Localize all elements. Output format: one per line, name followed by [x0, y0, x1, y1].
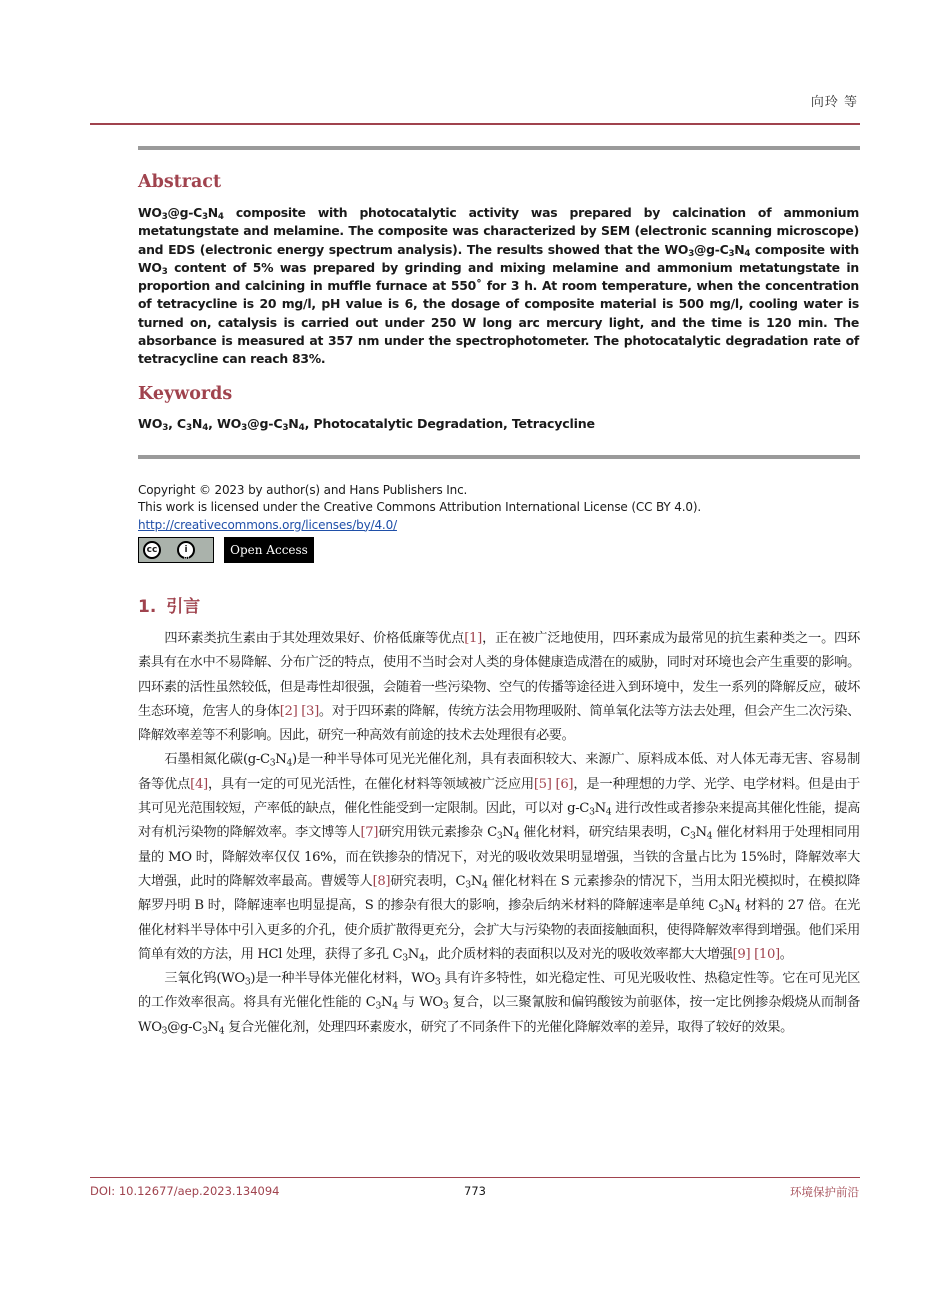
- citation-link[interactable]: [7]: [360, 825, 379, 841]
- citation-link[interactable]: [9] [10]: [732, 946, 780, 962]
- journal-name: 环境保护前沿: [790, 1185, 859, 1199]
- running-head: 向玲 等: [810, 95, 858, 110]
- cc-icon: cc: [143, 541, 161, 559]
- citation-link[interactable]: [8]: [372, 873, 391, 889]
- keywords-heading: Keywords: [138, 384, 233, 404]
- license-line: This work is licensed under the Creative Commons Attribution International License (CC BY 4.0).: [138, 500, 702, 515]
- citation-link[interactable]: [5] [6]: [533, 776, 574, 792]
- attribution-icon: i: [177, 541, 195, 559]
- citation-link[interactable]: [2] [3]: [279, 703, 319, 719]
- keywords-body: $WO_3$, $C_3N_4$, $WO_3@g-C_3N_4$, Photocatalytic Degradation, Tetracycline: [138, 416, 595, 434]
- footer-rule: [90, 1177, 860, 1178]
- license-link[interactable]: http://creativecommons.org/licenses/by/4.0/: [138, 517, 397, 532]
- doi-label: DOI: 10.12677/aep.2023.134094: [90, 1184, 280, 1198]
- open-access-badge: Open Access: [224, 537, 314, 563]
- citation-link[interactable]: [1]: [464, 631, 482, 646]
- by-label: BY: [183, 555, 191, 561]
- page-number: 773: [464, 1184, 486, 1198]
- paragraph-3: 三氧化钨$(WO_3)$是一种半导体光催化材料，$WO_3$ 具有许多特性，如光稳定性、可见光吸收性、热稳定性等。它在可见光区的工作效率很高。将具有光催化性能的 $C_3N_4$ 与 $WO_3$ 复合，以三聚氰胺和偏钨酸铵为前驱体，按一定比例掺杂煅烧从而制备 $WO_3@g-C_3N_4$ 复合光催化剂，处理四环素废水，研究了不同条件下的光催化降解效率的差异，取得了较好的效果。: [138, 971, 861, 1037]
- abstract-box-bottom-rule: [138, 455, 860, 459]
- section-title: 引言: [166, 597, 201, 617]
- header-rule: [90, 123, 860, 125]
- abstract-heading: Abstract: [138, 172, 222, 192]
- section-heading: [138, 592, 200, 617]
- copyright-line: Copyright © 2023 by author(s) and Hans Publishers Inc.: [138, 483, 468, 497]
- section-number: 1.: [138, 597, 157, 617]
- section-body: [138, 627, 860, 1040]
- paragraph-2: 石墨相氮化碳$(g-C_3N_4)$是一种半导体可见光光催化剂，具有表面积较大、来源广、原料成本低、对人体无毒无害、容易制备等优点[4]，具有一定的可见光活性，在催化材料等领域被广泛应用[5] [6]，是一种理想的力学、光学、电学材料。但是由于其可见光范围较短，产率低的缺点，催化性能受到一定限制。因此，可以对 $g-C_3N_4$ 进行改性或者掺杂来提高其催化性能，提高对有机污染物的降解效率。李文博等人[7]研究用铁元素掺杂 $C_3N_4$ 催化材料，研究结果表明，$C_3N_4$ 催化材料用于处理相同用量的 MO 时，降解效率仅仅 16%，而在铁掺杂的情况下，对光的吸收效果明显增强，当铁的含量占比为 15%时，降解效率大大增强，此时的降解效率最高。曹媛等人[8]研究表明，$C_3N_4$ 催化材料在 S 元素掺杂的情况下，当用太阳光模拟时，在模拟降解罗丹明 B 时，降解速率也明显提高，S 的掺杂有很大的影响，掺杂后纳米材料的降解速率是单纯 $C_3N_4$ 材料的 27 倍。在光催化材料半导体中引入更多的介孔，使介质扩散得更充分，会扩大与污染物的表面接触面积，使得降解效率得到增强。他们采用简单有效的方法，用 HCl 处理，获得了多孔 $C_3N_4$，此介质材料的表面积以及对光的吸收效率都大大增强[9] [10]。: [138, 752, 861, 964]
- paragraph-1: 四环素类抗生素由于其处理效果好、价格低廉等优点[1]，正在被广泛地使用，四环素成为最常见的抗生素种类之一。四环素具有在水中不易降解、分布广泛的特点，使用不当时会对人类的身体健康造成潜在的威胁，同时对环境也会产生重要的影响。四环素的活性虽然较低，但是毒性却很强，会随着一些污染物、空气的传播等途径进入到环境中，发生一系列的降解反应，破坏生态环境，危害人的身体[2] [3]。对于四环素的降解，传统方法会用物理吸附、简单氧化法等方法去处理，但会产生二次污染、降解效率差等不利影响。因此，研究一种高效有前途的技术去处理很有必要。: [138, 631, 861, 744]
- abstract-body: $WO_3@g-C_3N_4$ composite with photocatalytic activity was prepared by calcination of ammonium metatungstate and melamine. The composite was characterized by SEM (electronic scanning microscope) and EDS (electronic energy spectrum analysis). The results showed that the $WO_3@g-C_3N_4$ composite with $WO_3$ content of 5% was prepared by grinding and mixing melamine and ammonium metatungstate in proportion and calcining in muffle furnace at 550˚ for 3 h. At room temperature, when the concentration of tetracycline is 20 mg/l, pH value is 6, the dosage of composite material is 500 mg/l, cooling water is turned on, catalysis is carried out under 250 W long arc mercury light, and the time is 120 min. The absorbance is measured at 357 nm under the spectrophotometer. The photocatalytic degradation rate of tetracycline can reach 83%.: [138, 205, 859, 367]
- abstract-box-top-rule: [138, 146, 860, 150]
- copyright-notice: [138, 482, 701, 534]
- citation-link[interactable]: [4]: [190, 776, 208, 792]
- cc-by-badge[interactable]: [138, 537, 214, 563]
